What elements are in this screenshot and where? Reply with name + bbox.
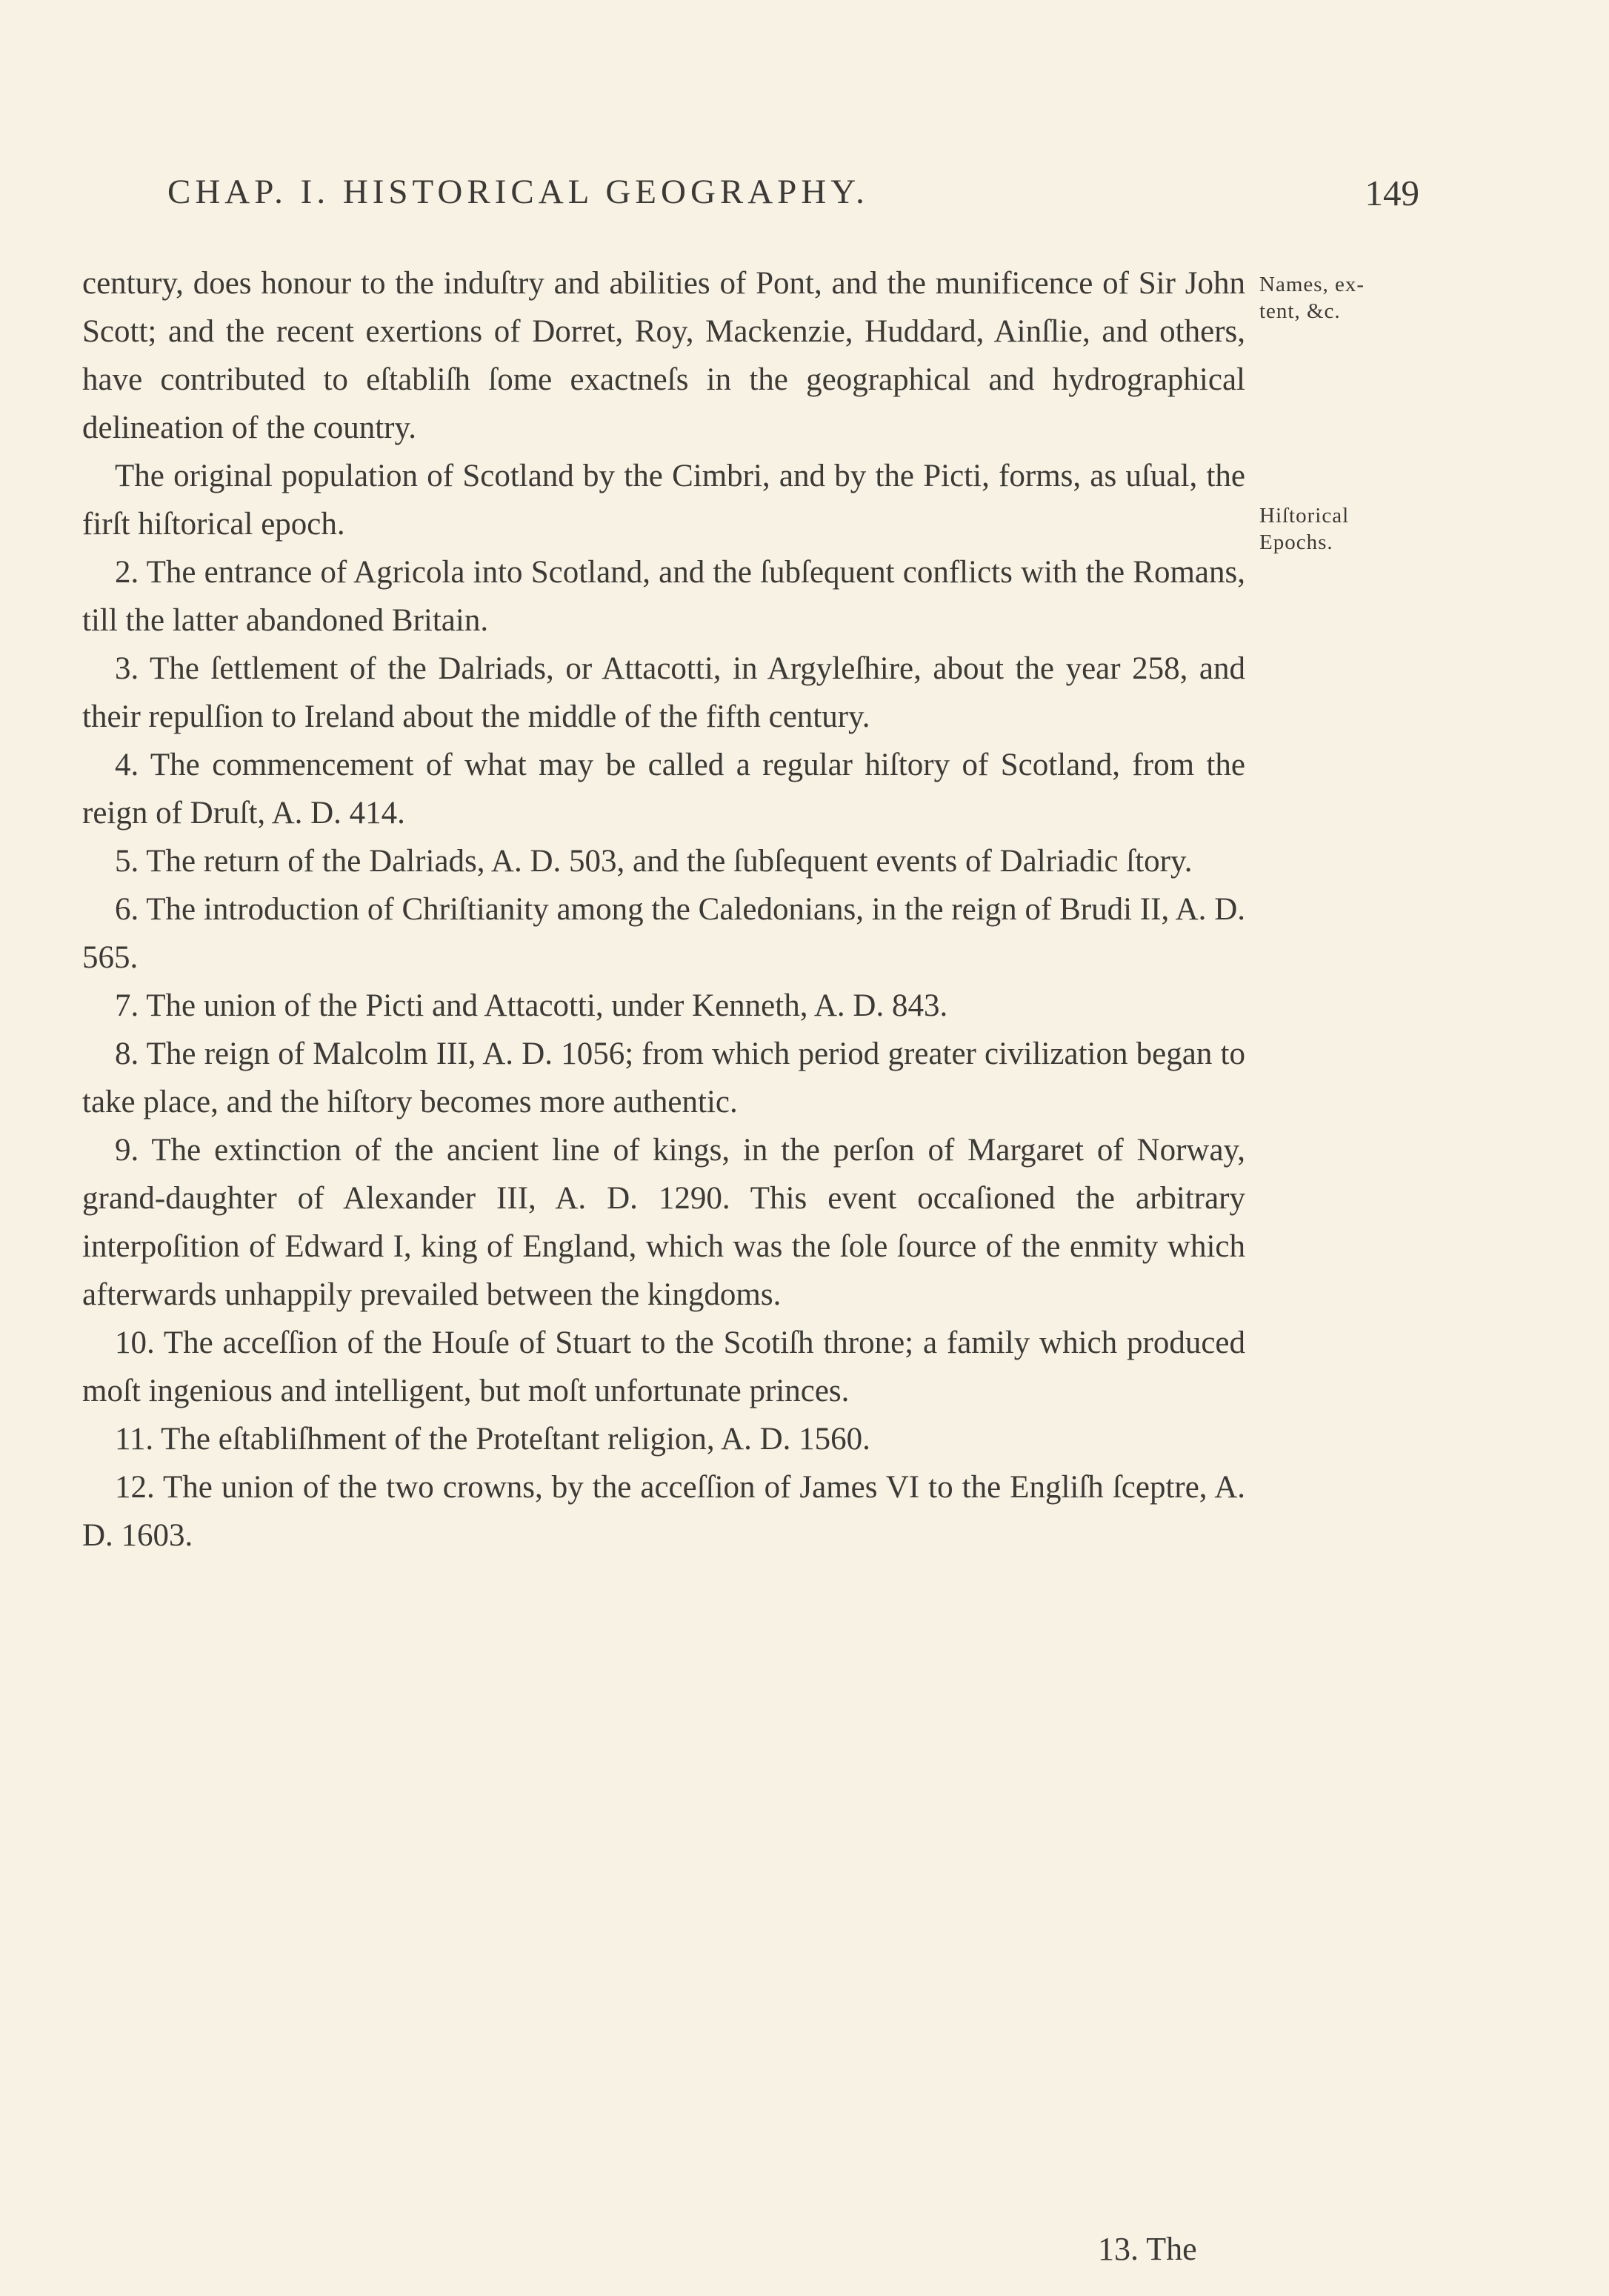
- paragraph: 5. The return of the Dalriads, A. D. 503, and the ſubſequent events of Dalriadic ſtory.: [115, 844, 1193, 879]
- paragraph: 9. The extinction of the ancient line of kings, in the perſon of Margaret of Norway, grand-daughter of Alexander III, A. D. 1290. This event occaſioned the arbitrary interpoſition of Edward I, king of England, which was the ſole ſource of the enmity which afterwards unhappily prevailed between the kingdoms.: [82, 1133, 1245, 1312]
- paragraph: 11. The eſtabliſhment of the Proteſtant religion, A. D. 1560.: [115, 1422, 870, 1457]
- paragraph: 10. The acceſſion of the Houſe of Stuart to the Scotiſh throne; a family which produced moſt ingenious and intelligent, but moſt unfortunate princes.: [82, 1325, 1245, 1408]
- body-text: [82, 259, 1245, 1560]
- catchword: 13. The: [1098, 2231, 1197, 2267]
- running-head: CHAP. I. HISTORICAL GEOGRAPHY.: [167, 173, 869, 211]
- paragraph: 8. The reign of Malcolm III, A. D. 1056; from which period greater civilization began to take place, and the hiſtory becomes more authentic.: [82, 1036, 1245, 1119]
- page-number: 149: [1365, 173, 1419, 213]
- paragraph: 3. The ſettlement of the Dalriads, or Attacotti, in Argyleſhire, about the year 258, and their repulſion to Ireland about the middle of the fifth century.: [82, 651, 1245, 734]
- paragraph: century, does honour to the induſtry and abilities of Pont, and the munificence of Sir John Scott; and the recent exertions of Dorret, Roy, Mackenzie, Huddard, Ainſlie, and others, have contributed to eſtabliſh ſome exactneſs in the geographical and hydrographical delineation of the country.: [82, 266, 1245, 445]
- paragraph: 6. The introduction of Chriſtianity among the Caledonians, in the reign of Brudi II, A. D. 565.: [82, 892, 1245, 975]
- margin-note-names: Names, ex- tent, &c.: [1259, 273, 1365, 323]
- paragraph: The original population of Scotland by the Cimbri, and by the Picti, forms, as uſual, the firſt hiſtorical epoch.: [82, 459, 1245, 542]
- paragraph: 2. The entrance of Agricola into Scotland, and the ſubſequent conflicts with the Romans, till the latter abandoned Britain.: [82, 555, 1245, 638]
- paragraph: 7. The union of the Picti and Attacotti, under Kenneth, A. D. 843.: [115, 988, 948, 1023]
- margin-note-epochs: Hiſtorical Epochs.: [1259, 504, 1350, 554]
- paragraph: 4. The commencement of what may be called a regular hiſtory of Scotland, from the reign of Druſt, A. D. 414.: [82, 748, 1245, 831]
- paragraph: 12. The union of the two crowns, by the acceſſion of James VI to the Engliſh ſceptre, A. D. 1603.: [82, 1470, 1245, 1553]
